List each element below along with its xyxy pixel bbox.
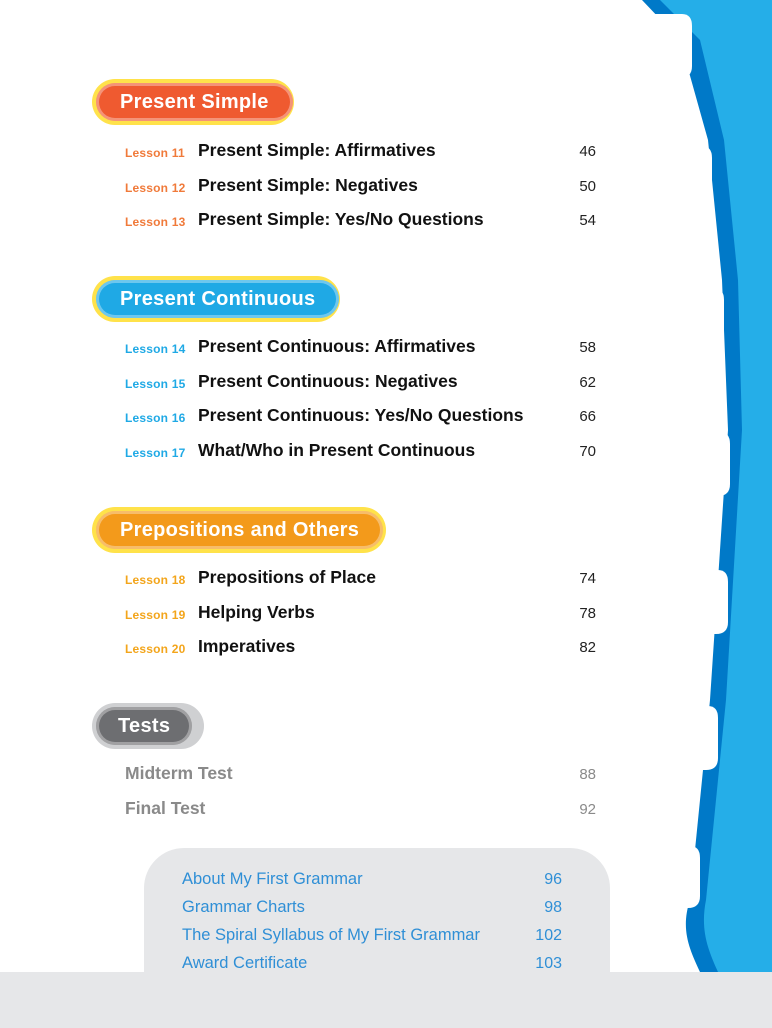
lesson-row[interactable] — [0, 440, 640, 468]
lesson-title: Imperatives — [198, 636, 296, 656]
lesson-row[interactable] — [0, 140, 640, 168]
lesson-title: Helping Verbs — [198, 602, 315, 622]
page-number: 103 — [535, 955, 562, 972]
lesson-number: Lesson 19 — [125, 608, 186, 622]
page-number: 88 — [579, 766, 596, 783]
test-title: Final Test — [125, 798, 206, 818]
page-number: 66 — [579, 408, 596, 425]
lesson-number: Lesson 12 — [125, 181, 186, 195]
page-number: 50 — [579, 178, 596, 195]
lesson-title: Present Simple: Yes/No Questions — [198, 209, 484, 229]
lesson-title: Present Continuous: Affirmatives — [198, 336, 476, 356]
lesson-title: Present Simple: Affirmatives — [198, 140, 436, 160]
section-title: Prepositions and Others — [96, 511, 383, 549]
lesson-title: Prepositions of Place — [198, 567, 376, 587]
lesson-number: Lesson 16 — [125, 411, 186, 425]
lesson-title: Present Continuous: Negatives — [198, 371, 458, 391]
page-number: 74 — [579, 570, 596, 587]
tab-notch-7 — [670, 846, 700, 908]
page-number: 58 — [579, 339, 596, 356]
test-title: Midterm Test — [125, 763, 233, 783]
page-number: 78 — [579, 605, 596, 622]
lesson-number: Lesson 11 — [125, 146, 185, 160]
tab-notch-6 — [690, 706, 718, 770]
lesson-number: Lesson 18 — [125, 573, 186, 587]
section-title: Tests — [96, 707, 192, 745]
lesson-number: Lesson 14 — [125, 342, 186, 356]
section-title: Present Simple — [96, 83, 293, 121]
page-number: 92 — [579, 801, 596, 818]
lesson-title: What/Who in Present Continuous — [198, 440, 476, 460]
lesson-row[interactable] — [0, 602, 640, 630]
appendix-title: About My First Grammar — [182, 870, 363, 888]
lesson-row[interactable] — [0, 209, 640, 237]
page-number: 82 — [579, 639, 596, 656]
lesson-title: Present Continuous: Yes/No Questions — [198, 405, 524, 425]
page-number: 62 — [579, 374, 596, 391]
lesson-row[interactable] — [0, 371, 640, 399]
appendix-title: Grammar Charts — [182, 898, 305, 916]
section-title: Present Continuous — [96, 280, 339, 318]
lesson-number: Lesson 20 — [125, 642, 186, 656]
appendix-title: Award Certificate — [182, 954, 308, 972]
page-number: 102 — [535, 927, 562, 944]
tab-notch-1 — [650, 14, 692, 78]
lesson-row[interactable] — [0, 567, 640, 595]
lesson-row[interactable] — [0, 336, 640, 364]
lesson-title: Present Simple: Negatives — [198, 175, 418, 195]
lesson-number: Lesson 15 — [125, 377, 186, 391]
page-number: 96 — [544, 871, 562, 888]
tab-notch-3 — [694, 288, 724, 352]
tab-notch-2 — [680, 146, 712, 210]
appendix-title: The Spiral Syllabus of My First Grammar — [182, 926, 480, 944]
page-number: 98 — [544, 899, 562, 916]
lesson-row[interactable] — [0, 405, 640, 433]
page-number: 46 — [579, 143, 596, 160]
lesson-row[interactable] — [0, 636, 640, 664]
page-number: 70 — [579, 443, 596, 460]
tab-notch-5 — [700, 570, 728, 634]
lesson-row[interactable] — [0, 175, 640, 203]
bottom-band — [0, 972, 772, 1028]
page-number: 54 — [579, 212, 596, 229]
lesson-number: Lesson 17 — [125, 446, 186, 460]
lesson-number: Lesson 13 — [125, 215, 186, 229]
tab-notch-4 — [700, 432, 730, 496]
